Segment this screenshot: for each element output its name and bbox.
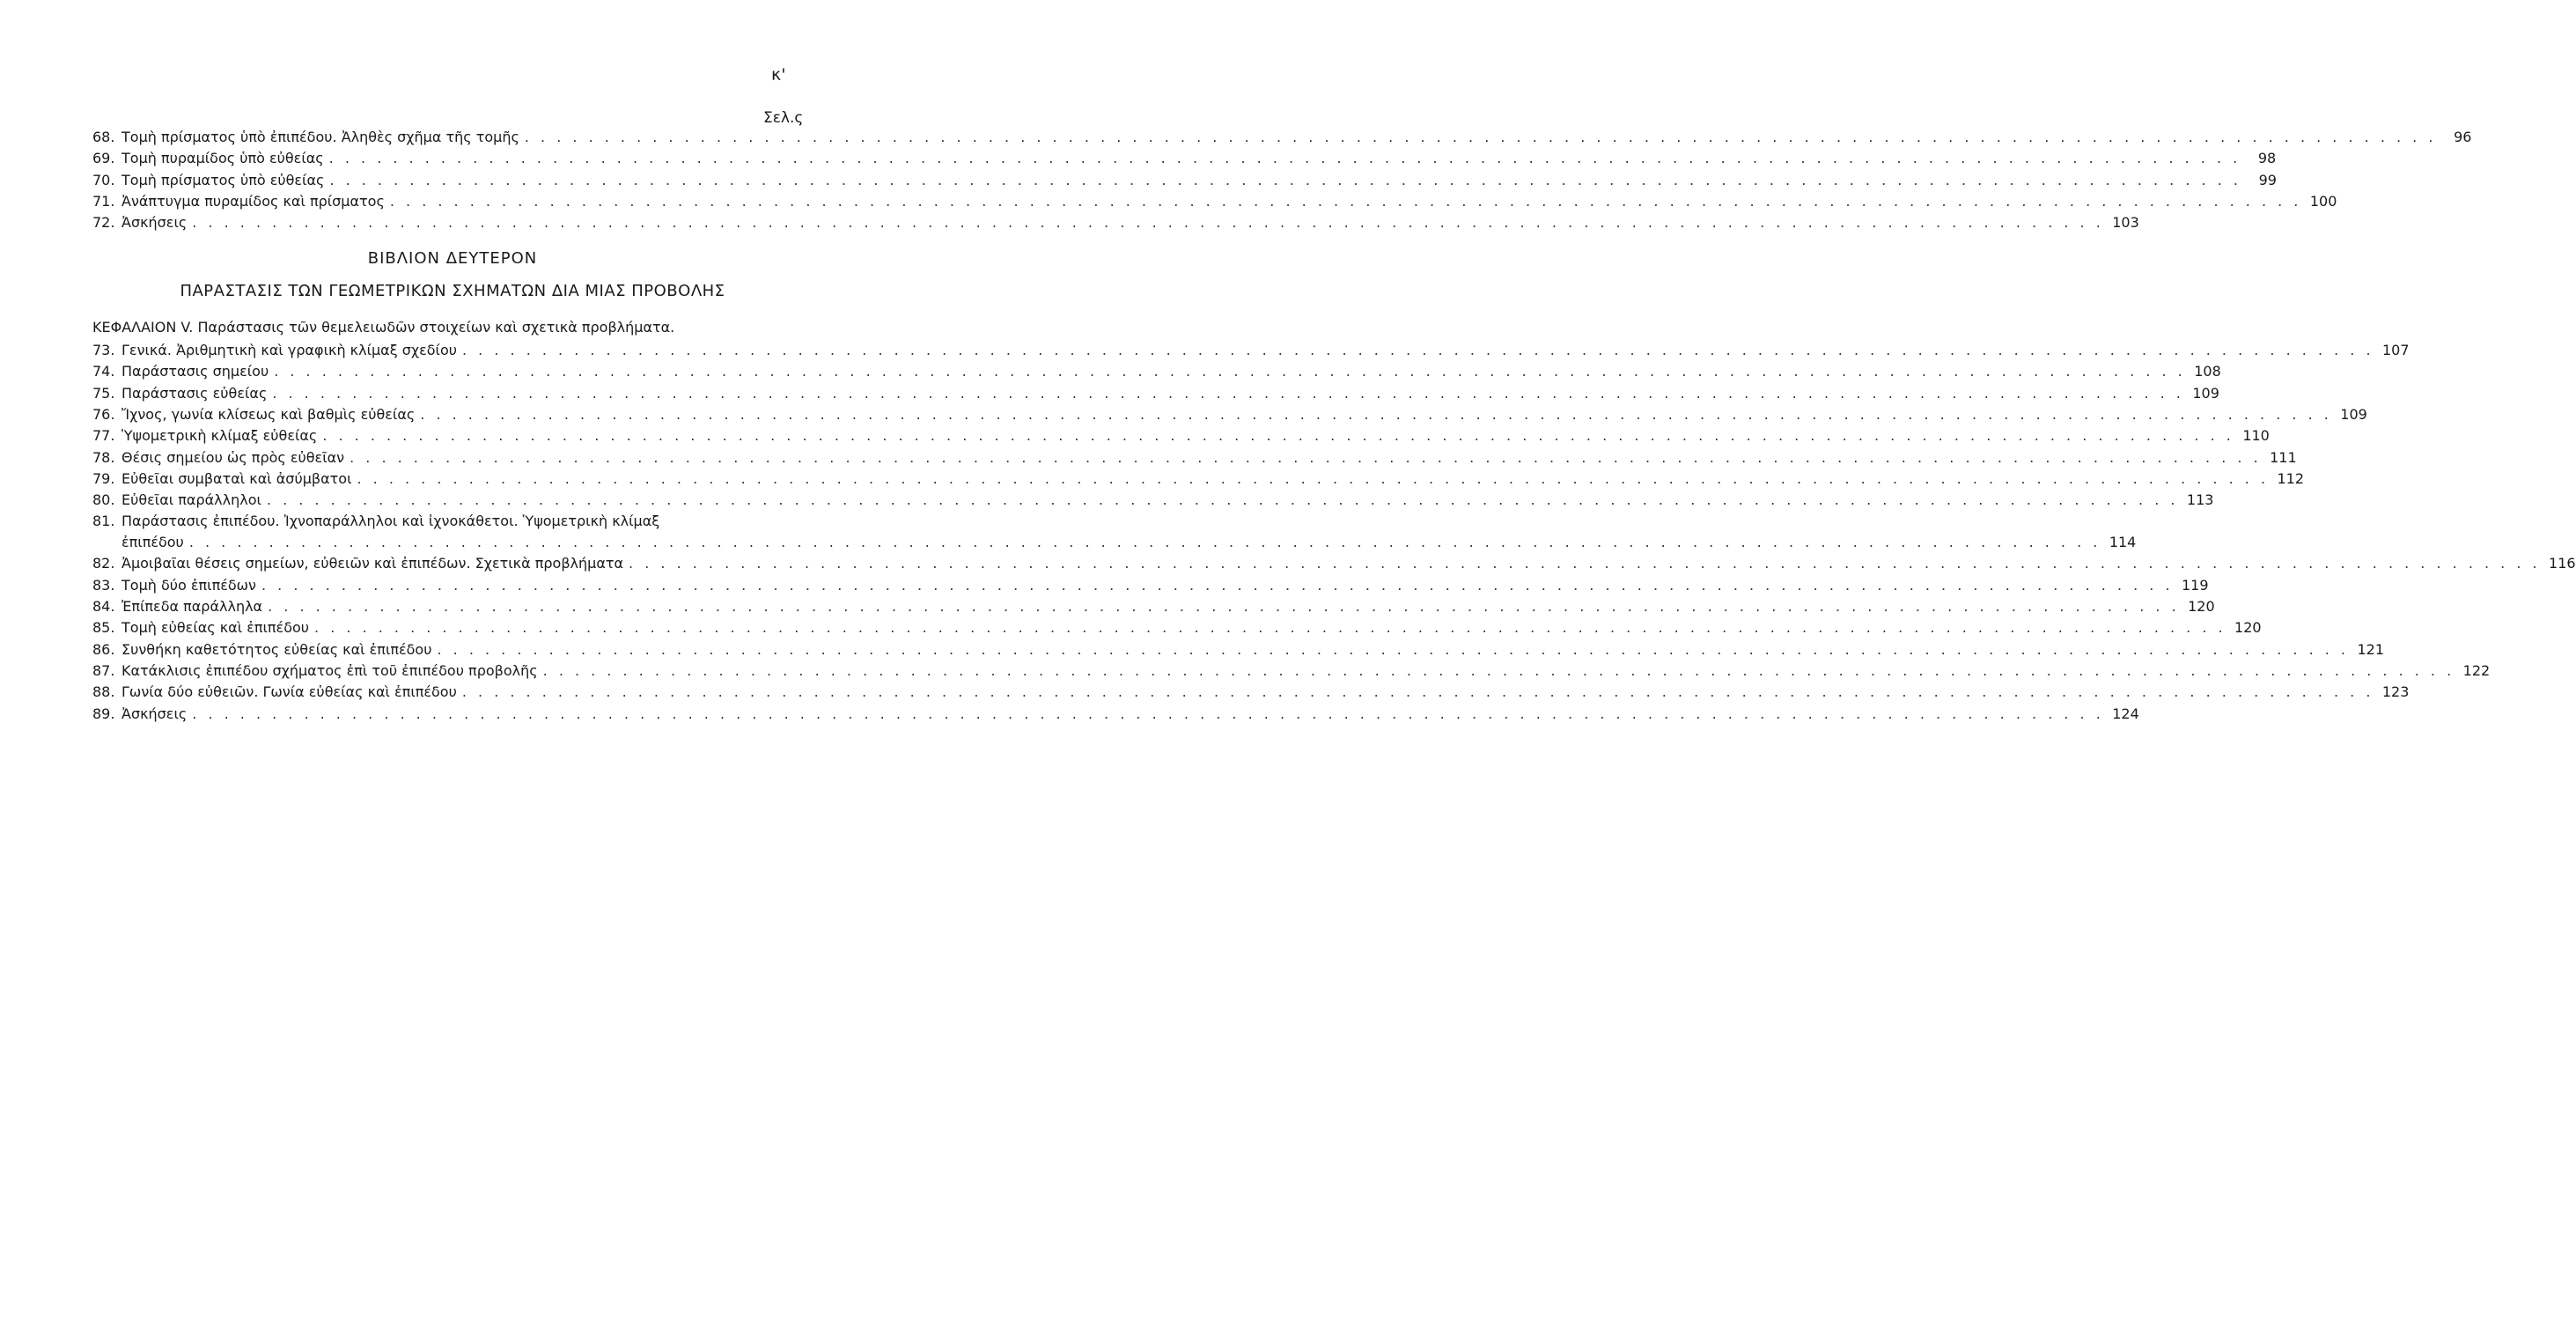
entry-page: 121 [2357, 640, 2385, 658]
dot-leader: . . . . . . . . . . . . . . . . . . . . . . . . . . . . . . . . . . . . . . . . . . . . . . . . . . . . . . . . . . . . . . . . . . . . . . . . . . . . . . . . . . . . . . . . . . . . . . . . . . . . . . . . . . . . . . . . . . . . . . . . [420, 405, 2332, 423]
entry-page: 109 [2192, 384, 2219, 402]
dot-leader: . . . . . . . . . . . . . . . . . . . . . . . . . . . . . . . . . . . . . . . . . . . . . . . . . . . . . . . . . . . . . . . . . . . . . . . . . . . . . . . . . . . . . . . . . . . . . . . . . . . . . . . . . . . . . . . . . . . . . . . . [461, 683, 2374, 701]
toc-entry-continuation [121, 534, 2137, 555]
entry-number: 81. [92, 513, 115, 530]
entry-number: 87. [92, 661, 115, 679]
entry-page: 122 [2462, 661, 2491, 679]
dot-leader: . . . . . . . . . . . . . . . . . . . . . . . . . . . . . . . . . . . . . . . . . . . . . . . . . . . . . . . . . . . . . . . . . . . . . . . . . . . . . . . . . . . . . . . . . . . . . . . . . . . . . . . . . . . . . . . . . . . . . . . . [329, 171, 2241, 188]
entry-title: Τομὴ εὐθείας καὶ ἐπιπέδου [121, 619, 310, 637]
entry-title: Εὐθεῖαι συμβαταὶ καὶ ἀσύμβατοι [121, 469, 352, 487]
entry-title: Κατάκλισις ἐπιπέδου σχήματος ἐπὶ τοῦ ἐπιπέδου προβολῆς [121, 661, 538, 679]
entry-number: 73. [92, 342, 115, 358]
entry-title: Ἀσκήσεις [121, 705, 188, 722]
entry-page: 124 [2112, 705, 2139, 722]
dot-leader: . . . . . . . . . . . . . . . . . . . . . . . . . . . . . . . . . . . . . . . . . . . . . . . . . . . . . . . . . . . . . . . . . . . . . . . . . . . . . . . . . . . . . . . . . . . . . . . . . . . . . . . . . . . . . . . . . . . . . . . . [389, 192, 2302, 210]
entry-number: 83. [92, 576, 115, 594]
entry-title: Ἀμοιβαῖαι θέσεις σημείων, εὐθειῶν καὶ ἐπιπέδων. Σχετικὰ προβλήματα [121, 555, 624, 572]
pages-column-heading: Σελ.ς [763, 109, 804, 127]
entry-title: Τομὴ δύο ἐπιπέδων [121, 576, 256, 594]
toc-entry [92, 683, 2410, 705]
entry-number: 75. [92, 384, 115, 402]
toc-entry [92, 363, 2221, 384]
toc-entry [92, 619, 2262, 640]
toc-entry [92, 661, 2491, 683]
entry-title: Ἴχνος, γωνία κλίσεως καὶ βαθμὶς εὐθείας [121, 405, 416, 423]
entry-title: Τομὴ πυραμίδος ὑπὸ εὐθείας [121, 150, 324, 167]
entry-title: Γωνία δύο εὐθειῶν. Γωνία εὐθείας καὶ ἐπιπέδου [121, 683, 457, 701]
entry-page: 108 [2194, 363, 2221, 380]
dot-leader: . . . . . . . . . . . . . . . . . . . . . . . . . . . . . . . . . . . . . . . . . . . . . . . . . . . . . . . . . . . . . . . . . . . . . . . . . . . . . . . . . . . . . . . . . . . . . . . . . . . . . . . . . . . . . . . . . . . . . . . . [188, 534, 2101, 551]
entry-title: Τομὴ πρίσματος ὑπὸ εὐθείας [121, 171, 325, 188]
dot-leader: . . . . . . . . . . . . . . . . . . . . . . . . . . . . . . . . . . . . . . . . . . . . . . . . . . . . . . . . . . . . . . . . . . . . . . . . . . . . . . . . . . . . . . . . . . . . . . . . . . . . . . . . . . . . . . . . . . . . . . . . [524, 129, 2437, 145]
toc-entry [92, 598, 2215, 619]
entry-page: 120 [2188, 598, 2215, 615]
entry-title: Ἀνάπτυγμα πυραμίδος καὶ πρίσματος [121, 192, 385, 210]
book-title: ΒΙΒΛΙΟΝ ΔΕΥΤΕΡΟΝ [367, 249, 538, 268]
entry-title: Παράστασις σημείου [121, 363, 269, 380]
toc-entry [92, 469, 2305, 491]
toc-entry [92, 513, 799, 534]
toc-entry [92, 427, 2270, 448]
toc-entry [92, 576, 2209, 598]
toc-entry [92, 491, 2214, 513]
entry-number: 72. [92, 214, 115, 232]
dot-leader: . . . . . . . . . . . . . . . . . . . . . . . . . . . . . . . . . . . . . . . . . . . . . . . . . . . . . . . . . . . . . . . . . . . . . . . . . . . . . . . . . . . . . . . . . . . . . . . . . . . . . . . . . . . . . . . . . . . . . . . . [542, 661, 2455, 679]
entry-page: 96 [2454, 129, 2472, 145]
entry-title: Ἀσκήσεις [121, 214, 188, 232]
dot-leader: . . . . . . . . . . . . . . . . . . . . . . . . . . . . . . . . . . . . . . . . . . . . . . . . . . . . . . . . . . . . . . . . . . . . . . . . . . . . . . . . . . . . . . . . . . . . . . . . . . . . . . . . . . . . . . . . . . . . . . . . [322, 427, 2234, 445]
entry-number: 78. [92, 448, 115, 466]
dot-leader: . . . . . . . . . . . . . . . . . . . . . . . . . . . . . . . . . . . . . . . . . . . . . . . . . . . . . . . . . . . . . . . . . . . . . . . . . . . . . . . . . . . . . . . . . . . . . . . . . . . . . . . . . . . . . . . . . . . . . . . . [462, 342, 2374, 358]
entry-page: 116 [2549, 555, 2576, 572]
toc-entry [92, 129, 2472, 150]
toc-entry [92, 705, 2139, 727]
dot-leader: . . . . . . . . . . . . . . . . . . . . . . . . . . . . . . . . . . . . . . . . . . . . . . . . . . . . . . . . . . . . . . . . . . . . . . . . . . . . . . . . . . . . . . . . . . . . . . . . . . . . . . . . . . . . . . . . . . . . . . . . [350, 448, 2262, 466]
entry-number: 79. [92, 469, 115, 487]
entry-number: 89. [92, 705, 115, 722]
dot-leader: . . . . . . . . . . . . . . . . . . . . . . . . . . . . . . . . . . . . . . . . . . . . . . . . . . . . . . . . . . . . . . . . . . . . . . . . . . . . . . . . . . . . . . . . . . . . . . . . . . . . . . . . . . . . . . . . . . . . . . . . [328, 150, 2241, 167]
toc-entry [92, 405, 2367, 427]
dot-leader: . . . . . . . . . . . . . . . . . . . . . . . . . . . . . . . . . . . . . . . . . . . . . . . . . . . . . . . . . . . . . . . . . . . . . . . . . . . . . . . . . . . . . . . . . . . . . . . . . . . . . . . . . . . . . . . . . . . . . . . . [261, 576, 2174, 594]
entry-number: 84. [92, 598, 115, 615]
entry-number: 76. [92, 405, 115, 423]
toc-entry [92, 171, 2277, 193]
entry-page: 100 [2309, 192, 2337, 210]
entry-page: 120 [2234, 619, 2262, 637]
entry-number: 70. [92, 171, 115, 188]
entry-title: Ὑψομετρικὴ κλίμαξ εὐθείας [121, 427, 318, 445]
entry-title: Ἐπίπεδα παράλληλα [121, 598, 263, 615]
entry-page: 107 [2382, 342, 2410, 358]
dot-leader: . . . . . . . . . . . . . . . . . . . . . . . . . . . . . . . . . . . . . . . . . . . . . . . . . . . . . . . . . . . . . . . . . . . . . . . . . . . . . . . . . . . . . . . . . . . . . . . . . . . . . . . . . . . . . . . . . . . . . . . . [272, 384, 2184, 402]
dot-leader: . . . . . . . . . . . . . . . . . . . . . . . . . . . . . . . . . . . . . . . . . . . . . . . . . . . . . . . . . . . . . . . . . . . . . . . . . . . . . . . . . . . . . . . . . . . . . . . . . . . . . . . . . . . . . . . . . . . . . . . . [437, 640, 2350, 658]
entry-page: 110 [2242, 427, 2270, 445]
dot-leader: . . . . . . . . . . . . . . . . . . . . . . . . . . . . . . . . . . . . . . . . . . . . . . . . . . . . . . . . . . . . . . . . . . . . . . . . . . . . . . . . . . . . . . . . . . . . . . . . . . . . . . . . . . . . . . . . . . . . . . . . [192, 214, 2104, 232]
entry-page: 111 [2270, 448, 2297, 466]
entry-page: 119 [2182, 576, 2209, 594]
entry-title: Συνθήκη καθετότητος εὐθείας καὶ ἐπιπέδου [121, 640, 432, 658]
entry-title-continued: ἐπιπέδου [121, 534, 184, 551]
entry-number: 86. [92, 640, 115, 658]
entry-number: 82. [92, 555, 115, 572]
entry-title: Παράστασις εὐθείας [121, 384, 268, 402]
dot-leader: . . . . . . . . . . . . . . . . . . . . . . . . . . . . . . . . . . . . . . . . . . . . . . . . . . . . . . . . . . . . . . . . . . . . . . . . . . . . . . . . . . . . . . . . . . . . . . . . . . . . . . . . . . . . . . . . . . . . . . . . [357, 469, 2270, 487]
toc-entry [92, 342, 2410, 363]
entry-page: 113 [2186, 491, 2214, 509]
dot-leader: . . . . . . . . . . . . . . . . . . . . . . . . . . . . . . . . . . . . . . . . . . . . . . . . . . . . . . . . . . . . . . . . . . . . . . . . . . . . . . . . . . . . . . . . . . . . . . . . . . . . . . . . . . . . . . . . . . . . . . . . [266, 491, 2179, 509]
entry-title: Εὐθεῖαι παράλληλοι [121, 491, 261, 509]
entry-page: 123 [2381, 683, 2410, 701]
part-title: ΠΑΡΑΣΤΑΣΙΣ ΤΩΝ ΓΕΩΜΕΤΡΙΚΩΝ ΣΧΗΜΑΤΩΝ ΔΙΑ ΜΙΑΣ ΠΡΟΒΟΛΗΣ [180, 282, 725, 300]
toc-entry [92, 384, 2219, 406]
toc-entry [92, 555, 2576, 576]
dot-leader: . . . . . . . . . . . . . . . . . . . . . . . . . . . . . . . . . . . . . . . . . . . . . . . . . . . . . . . . . . . . . . . . . . . . . . . . . . . . . . . . . . . . . . . . . . . . . . . . . . . . . . . . . . . . . . . . . . . . . . . . [314, 619, 2226, 637]
entry-title: Παράστασις ἐπιπέδου. Ἰχνοπαράλληλοι καὶ ἰχνοκάθετοι. Ὑψομετρικὴ κλίμαξ [121, 513, 660, 530]
toc-entry [92, 640, 2385, 662]
entry-page: 114 [2109, 534, 2137, 551]
entry-number: 88. [92, 683, 115, 701]
entry-number: 68. [92, 129, 115, 145]
entry-page: 103 [2112, 214, 2139, 232]
dot-leader: . . . . . . . . . . . . . . . . . . . . . . . . . . . . . . . . . . . . . . . . . . . . . . . . . . . . . . . . . . . . . . . . . . . . . . . . . . . . . . . . . . . . . . . . . . . . . . . . . . . . . . . . . . . . . . . . . . . . . . . . [268, 598, 2180, 615]
entry-number: 85. [92, 619, 115, 637]
entry-number: 80. [92, 491, 115, 509]
toc-entry [92, 192, 2337, 214]
toc-entry [92, 150, 2277, 171]
page-number-marker: κ' [771, 65, 786, 85]
entry-page: 112 [2277, 469, 2305, 487]
dot-leader: . . . . . . . . . . . . . . . . . . . . . . . . . . . . . . . . . . . . . . . . . . . . . . . . . . . . . . . . . . . . . . . . . . . . . . . . . . . . . . . . . . . . . . . . . . . . . . . . . . . . . . . . . . . . . . . . . . . . . . . . [192, 705, 2104, 722]
entry-title: Γενικά. Ἀριθμητικὴ καὶ γραφικὴ κλίμαξ σχεδίου [121, 342, 457, 358]
toc-entry [92, 448, 2297, 470]
chapter-heading: ΚΕΦΑΛΑΙΟΝ V. Παράστασις τῶν θεμελειωδῶν στοιχείων καὶ σχετικὰ προβλήματα. [92, 319, 675, 336]
entry-number: 74. [92, 363, 115, 380]
entry-number: 71. [92, 192, 115, 210]
entry-page: 99 [2258, 171, 2277, 188]
entry-page: 109 [2340, 405, 2367, 423]
entry-number: 69. [92, 150, 115, 167]
entry-page: 98 [2257, 150, 2277, 167]
dot-leader: . . . . . . . . . . . . . . . . . . . . . . . . . . . . . . . . . . . . . . . . . . . . . . . . . . . . . . . . . . . . . . . . . . . . . . . . . . . . . . . . . . . . . . . . . . . . . . . . . . . . . . . . . . . . . . . . . . . . . . . . [274, 363, 2186, 380]
entry-title: Τομὴ πρίσματος ὑπὸ ἐπιπέδου. Ἀληθὲς σχῆμα τῆς τομῆς [121, 129, 519, 145]
entry-title: Θέσις σημείου ὡς πρὸς εὐθεῖαν [121, 448, 345, 466]
entry-number: 77. [92, 427, 115, 445]
dot-leader: . . . . . . . . . . . . . . . . . . . . . . . . . . . . . . . . . . . . . . . . . . . . . . . . . . . . . . . . . . . . . . . . . . . . . . . . . . . . . . . . . . . . . . . . . . . . . . . . . . . . . . . . . . . . . . . . . . . . . . . . [629, 555, 2541, 572]
toc-entry [92, 214, 2139, 235]
